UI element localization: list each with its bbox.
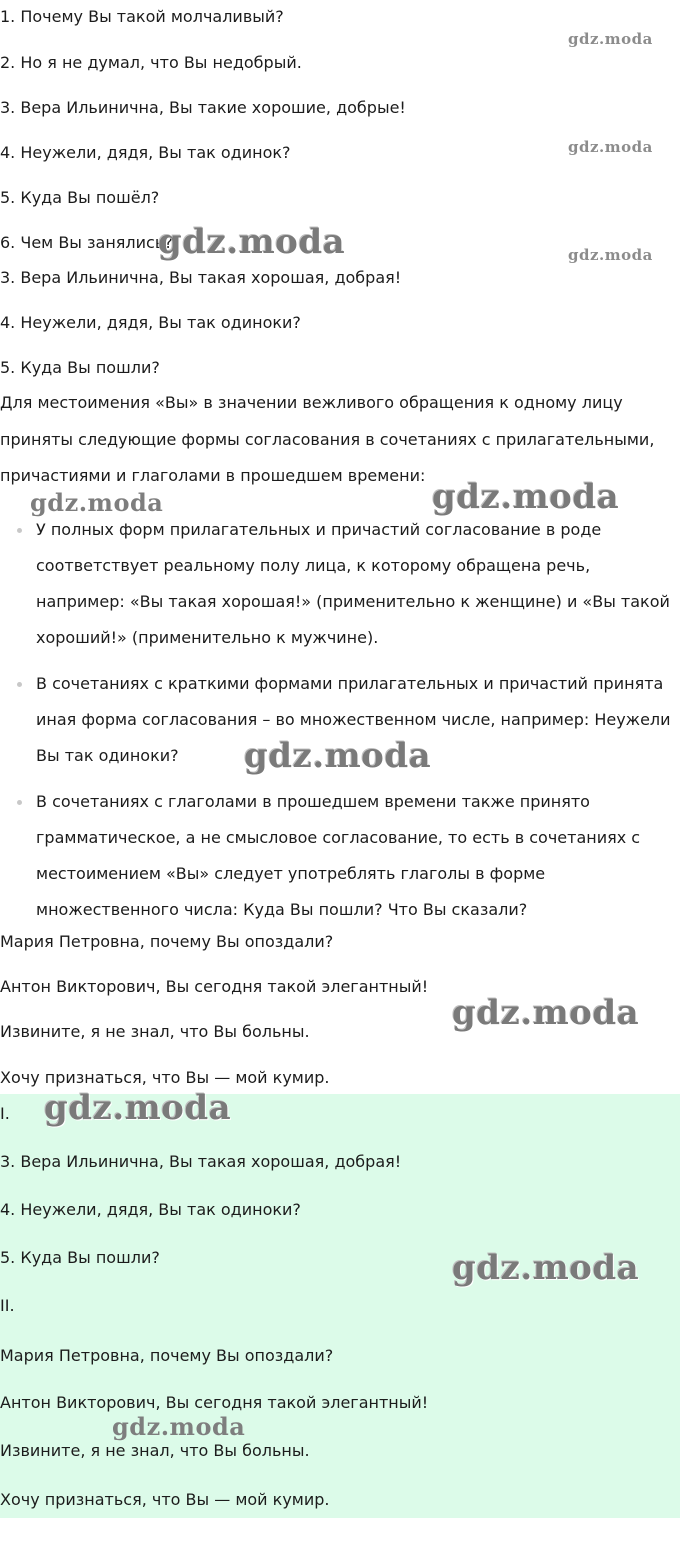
rule-bullet [0,784,680,928]
answer-line: Антон Викторович, Вы сегодня такой элегантный! [0,1393,429,1412]
example-line-4: Хочу признаться, что Вы — мой кумир. [0,1068,330,1087]
answer-block [0,1094,680,1518]
rule-bullet-list [0,512,680,938]
watermark: gdz.moda [432,477,620,517]
bullet-dot-icon [17,528,22,533]
watermark: gdz.moda [30,488,164,517]
bullet-text-line: грамматическое, а не смысловое согласование, то есть в сочетаниях с [36,828,641,847]
answer-section-2-label: II. [0,1296,15,1315]
rule-bullet [0,512,680,656]
watermark: gdz.moda [112,1412,246,1441]
bullet-text-line: соответствует реальному полу лица, к которому обращена речь, [36,556,591,575]
exercise-line-2: 2. Но я не думал, что Вы недобрый. [0,53,302,72]
watermark: gdz.moda [158,222,346,262]
bullet-dot-icon [17,800,22,805]
correction-line-1: 3. Вера Ильинична, Вы такая хорошая, добрая! [0,268,402,287]
exercise-line-6: 6. Чем Вы занялись? [0,233,173,252]
watermark: gdz.moda [568,246,653,264]
example-line-2: Антон Викторович, Вы сегодня такой элегантный! [0,977,429,996]
bullet-text-line: иная форма согласования – во множественном числе, например: Неужели [36,710,671,729]
watermark: gdz.moda [568,138,653,156]
bullet-text-line: множественного числа: Куда Вы пошли? Что Вы сказали? [36,900,528,919]
bullet-text-line: местоимением «Вы» следует употреблять глаголы в форме [36,864,546,883]
bullet-text-line: хороший!» (применительно к мужчине). [36,628,379,647]
exercise-line-5: 5. Куда Вы пошёл? [0,188,160,207]
bullet-text-line: В сочетаниях с глаголами в прошедшем времени также принято [36,792,590,811]
bullet-dot-icon [17,682,22,687]
watermark: gdz.moda [244,736,432,776]
rule-intro-line-1: Для местоимения «Вы» в значении вежливого обращения к одному лицу [0,393,623,412]
watermark: gdz.moda [568,30,653,48]
bullet-text-line: В сочетаниях с краткими формами прилагательных и причастий принята [36,674,664,693]
answer-line: Мария Петровна, почему Вы опоздали? [0,1346,334,1365]
bullet-text-line: У полных форм прилагательных и причастий согласование в роде [36,520,602,539]
answer-section-1-label: I. [0,1104,10,1123]
watermark: gdz.moda [44,1088,232,1128]
answer-line: Извините, я не знал, что Вы больны. [0,1441,310,1460]
watermark: gdz.moda [452,1248,640,1288]
example-line-3: Извините, я не знал, что Вы больны. [0,1022,310,1041]
correction-line-2: 4. Неужели, дядя, Вы так одиноки? [0,313,301,332]
correction-line-3: 5. Куда Вы пошли? [0,358,160,377]
exercise-line-4: 4. Неужели, дядя, Вы так одинок? [0,143,291,162]
answer-line: 3. Вера Ильинична, Вы такая хорошая, добрая! [0,1152,402,1171]
example-line-1: Мария Петровна, почему Вы опоздали? [0,932,334,951]
answer-line: 5. Куда Вы пошли? [0,1248,160,1267]
bullet-text-line: например: «Вы такая хорошая!» (применительно к женщине) и «Вы такой [36,592,670,611]
bullet-text-line: Вы так одиноки? [36,746,179,765]
answer-line: 4. Неужели, дядя, Вы так одиноки? [0,1200,301,1219]
answer-line: Хочу признаться, что Вы — мой кумир. [0,1490,330,1509]
watermark: gdz.moda [452,993,640,1033]
exercise-line-1: 1. Почему Вы такой молчаливый? [0,7,284,26]
rule-intro-line-2: приняты следующие формы согласования в сочетаниях с прилагательными, [0,430,655,449]
exercise-line-3: 3. Вера Ильинична, Вы такие хорошие, добрые! [0,98,406,117]
rule-intro-line-3: причастиями и глаголами в прошедшем времени: [0,466,426,485]
